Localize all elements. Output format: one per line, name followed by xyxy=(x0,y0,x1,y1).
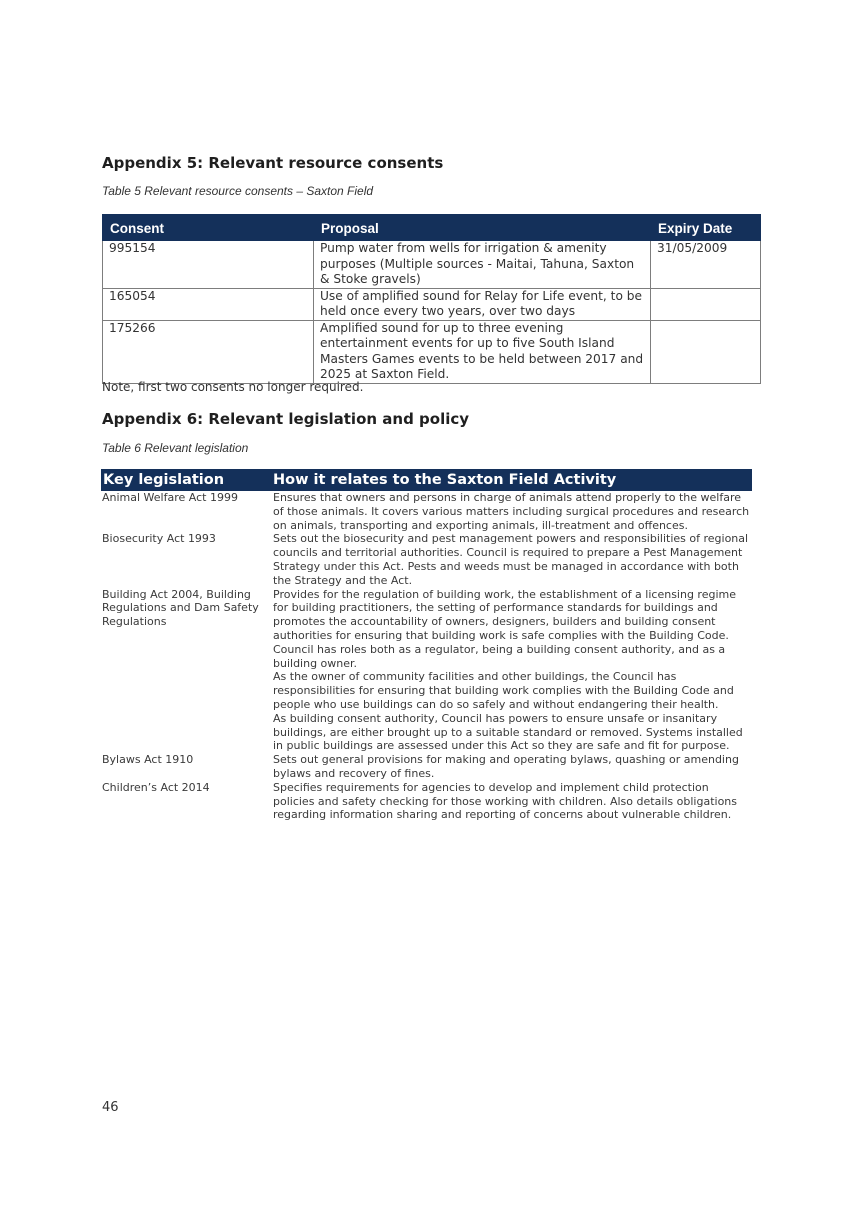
legislation-description xyxy=(271,532,752,587)
page-number: 46 xyxy=(102,1100,119,1115)
proposal-text: Pump water from wells for irrigation & amenity purposes (Multiple sources - Maitai, Tahuna, Saxton & Stoke gravels) xyxy=(314,241,651,289)
description-paragraph: Specifies requirements for agencies to develop and implement child protection policies and safety checking for those working with children. Also details obligations regarding information sharing and reporting of concerns about vulnerable children. xyxy=(273,780,738,822)
table-row xyxy=(103,241,761,289)
table-row xyxy=(101,753,752,781)
legislation-description xyxy=(271,781,752,822)
expiry-column-header: Expiry Date xyxy=(651,215,761,241)
key-legislation-column-header: Key legislation xyxy=(101,469,271,491)
legislation-table xyxy=(101,469,752,822)
description-paragraph: Ensures that owners and persons in charge of animals attend properly to the welfare of those animals. It covers various matters including surgical procedures and research on animals, transporting and exporting animals, ill-treatment and offences. xyxy=(273,491,750,532)
legislation-description xyxy=(271,588,752,754)
table-row xyxy=(103,288,761,320)
consent-number: 165054 xyxy=(103,288,314,320)
legislation-name: Animal Welfare Act 1999 xyxy=(102,491,238,504)
resource-consents-table xyxy=(102,214,761,384)
appendix-5-heading: Appendix 5: Relevant resource consents xyxy=(102,154,444,172)
table-header-row xyxy=(103,215,761,241)
description-paragraph: Sets out general provisions for making and operating bylaws, quashing or amending bylaws and recovery of fines. xyxy=(273,753,739,780)
table-row xyxy=(103,320,761,383)
consent-column-header: Consent xyxy=(103,215,314,241)
legislation-description xyxy=(271,753,752,781)
description-paragraph: Sets out the biosecurity and pest management powers and responsibilities of regional councils and territorial authorities. Council is required to prepare a Pest Management Strategy under this Act. Pests and weeds must be managed in accordance with both the Strategy and the Act. xyxy=(273,532,749,587)
expiry-date xyxy=(651,320,761,383)
table-6-caption: Table 6 Relevant legislation xyxy=(102,441,249,455)
relation-column-header: How it relates to the Saxton Field Activity xyxy=(271,469,752,491)
legislation-description xyxy=(271,491,752,532)
legislation-name: Children’s Act 2014 xyxy=(102,780,210,794)
consent-number: 995154 xyxy=(103,241,314,289)
description-paragraph: As the owner of community facilities and other buildings, the Council has responsibilities for ensuring that building work complies with the Building Code and people who use buildings can do so safely and without endangering their health. xyxy=(273,670,734,711)
description-paragraph: As building consent authority, Council has powers to ensure unsafe or insanitary buildings, are either brought up to a suitable standard or removed. Systems installed in public buildings are assessed under this Act so they are safe and fit for purpose. xyxy=(273,711,743,753)
table-row xyxy=(101,781,752,822)
table-5-note: Note, first two consents no longer required. xyxy=(102,380,364,394)
table-row xyxy=(101,491,752,532)
description-paragraph: Council has roles both as a regulator, being a building consent authority, and as a building owner. xyxy=(273,642,726,670)
proposal-text: Amplified sound for up to three evening entertainment events for up to five South Island Masters Games events to be held between 2017 and 2025 at Saxton Field. xyxy=(314,320,651,383)
legislation-name: Biosecurity Act 1993 xyxy=(102,532,216,546)
expiry-date xyxy=(651,288,761,320)
legislation-name: Bylaws Act 1910 xyxy=(102,753,194,767)
appendix-6-heading: Appendix 6: Relevant legislation and policy xyxy=(102,410,470,428)
legislation-name: Building Act 2004, Building Regulations and Dam Safety Regulations xyxy=(102,587,259,629)
table-header-row xyxy=(101,469,752,491)
proposal-column-header: Proposal xyxy=(314,215,651,241)
description-paragraph: Provides for the regulation of building work, the establishment of a licensing regime for building practitioners, the setting of performance standards for buildings and promotes the accountability of owners, designers, builders and building consent authorities for ensuring that building work is safe complies with the Building Code. xyxy=(273,587,737,642)
expiry-date: 31/05/2009 xyxy=(651,241,761,289)
table-row xyxy=(101,588,752,754)
proposal-text: Use of amplified sound for Relay for Life event, to be held once every two years, over two days xyxy=(314,288,651,320)
consent-number: 175266 xyxy=(103,320,314,383)
table-5-caption: Table 5 Relevant resource consents – Saxton Field xyxy=(102,184,374,198)
table-row xyxy=(101,532,752,587)
